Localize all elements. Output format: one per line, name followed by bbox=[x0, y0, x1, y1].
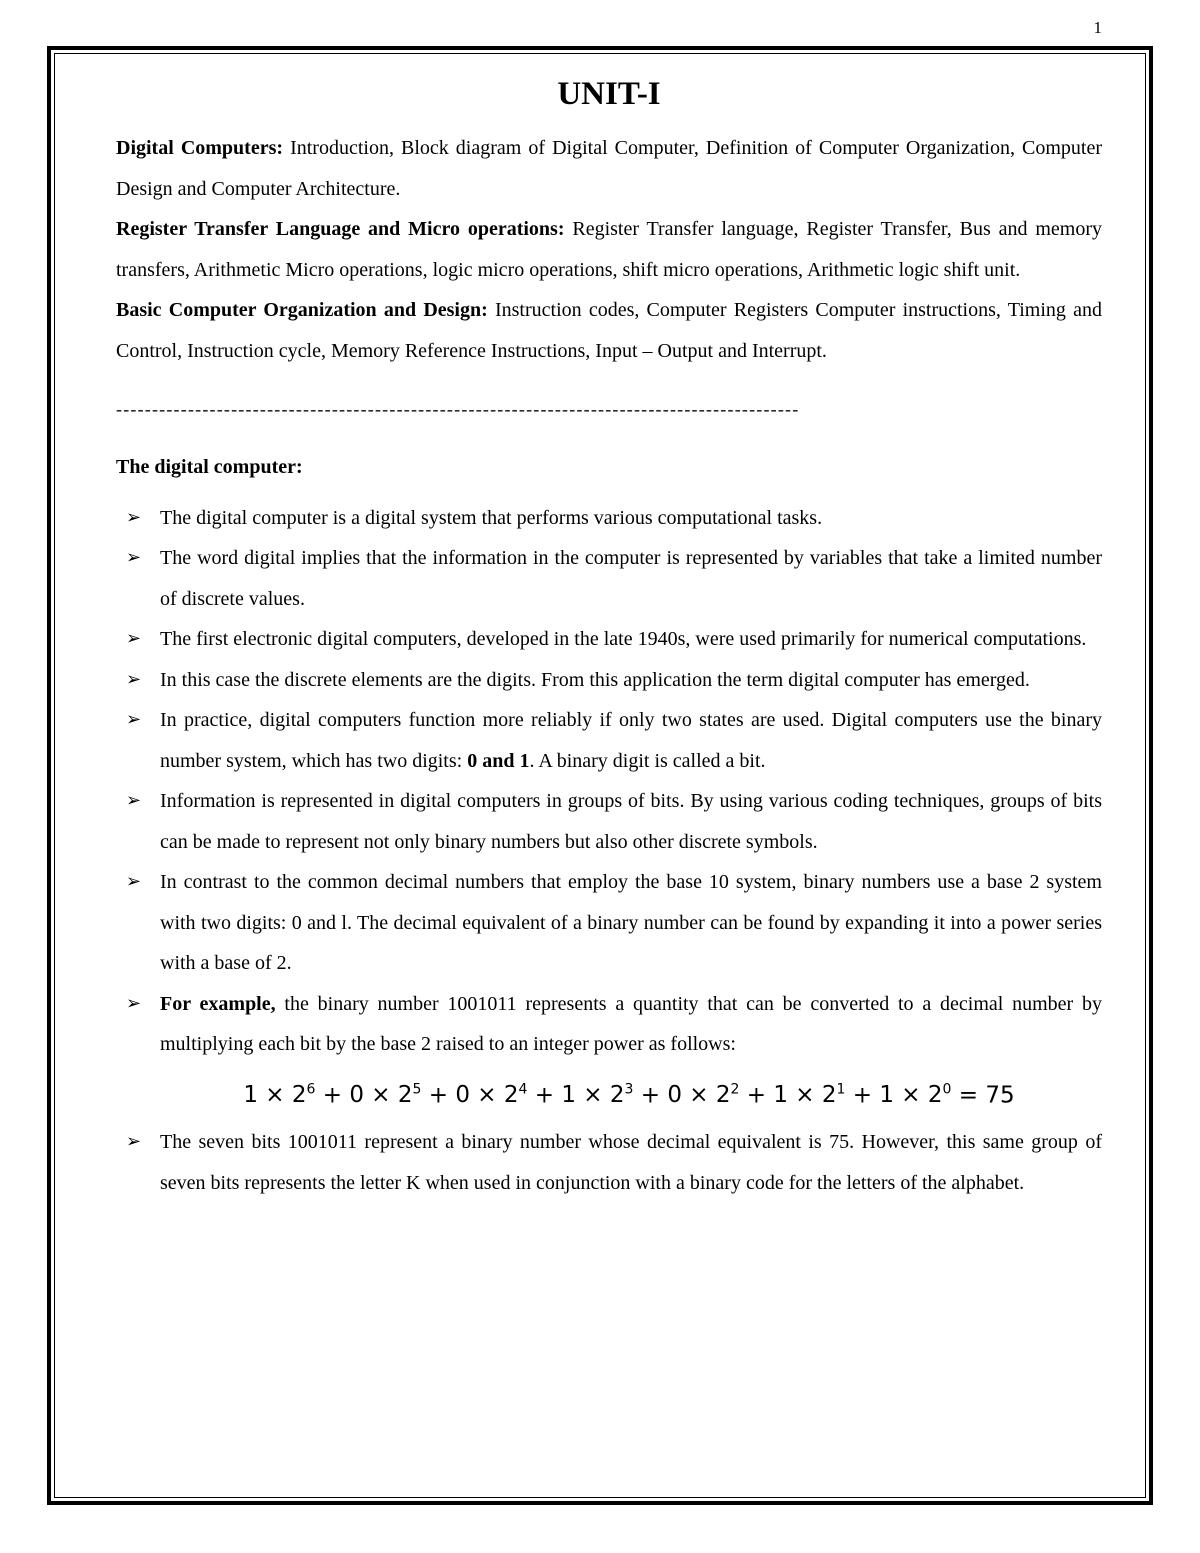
equation-exponent: 3 bbox=[624, 1081, 634, 1098]
list-item bbox=[116, 862, 1102, 984]
equation-plus: + bbox=[845, 1082, 880, 1109]
syllabus-heading: Digital Computers: bbox=[116, 137, 284, 159]
document-content bbox=[116, 72, 1102, 1203]
arrowhead-bullet-icon: ➢ bbox=[126, 1131, 142, 1153]
equation-term: $0 \times 2^5$ bbox=[349, 1081, 422, 1109]
arrowhead-bullet-icon: ➢ bbox=[126, 992, 142, 1014]
list-item-text: In practice, digital computers function more reliably if only two states are used. Digital computers use the binary number system, which has two digits: bbox=[160, 709, 1102, 772]
list-item bbox=[116, 700, 1102, 781]
syllabus-text: Instruction codes, Computer Registers Computer instructions, Timing and Control, Instruction cycle, Memory Reference Instructions, Input – Output and Interrupt. bbox=[116, 299, 1102, 362]
syllabus bbox=[116, 128, 1102, 371]
list-item-text: In this case the discrete elements are the digits. From this application the term digital computer has emerged. bbox=[160, 668, 1030, 691]
arrowhead-bullet-icon: ➢ bbox=[126, 547, 142, 568]
list-item-text: The first electronic digital computers, developed in the late 1940s, were used primarily for numerical computations. bbox=[160, 628, 1087, 650]
bullet-list bbox=[116, 498, 1102, 1065]
equation-exponent: 5 bbox=[412, 1081, 422, 1098]
list-item-text: . A binary digit is called a bit. bbox=[529, 749, 766, 772]
syllabus-heading: Basic Computer Organization and Design: bbox=[116, 299, 488, 321]
equation-term: $1 \times 2^1$ bbox=[773, 1081, 846, 1109]
equation-term: $0 \times 2^4$ bbox=[455, 1081, 528, 1109]
arrowhead-bullet-icon: ➢ bbox=[126, 628, 142, 649]
arrowhead-bullet-icon: ➢ bbox=[126, 506, 142, 528]
list-item bbox=[116, 538, 1102, 619]
equation-plus: + bbox=[315, 1082, 350, 1109]
equation-term: $1 \times 2^3$ bbox=[561, 1081, 634, 1109]
arrowhead-bullet-icon: ➢ bbox=[126, 790, 142, 811]
equation-exponent: 4 bbox=[518, 1081, 528, 1098]
equation-plus: + bbox=[633, 1082, 668, 1109]
equation-plus: + bbox=[527, 1082, 562, 1109]
unit-title: UNIT-I bbox=[557, 76, 661, 112]
list-item bbox=[116, 619, 1102, 660]
syllabus-heading: Register Transfer Language and Micro operations: bbox=[116, 218, 565, 240]
syllabus-text: Register Transfer language, Register Transfer, Bus and memory transfers, Arithmetic Micro operations, logic micro operations, shift micro operations, Arithmetic logic shift unit. bbox=[116, 218, 1102, 281]
list-item bbox=[116, 781, 1102, 862]
equation-term: $1 \times 2^0$ bbox=[879, 1081, 952, 1109]
equation-term: $0 \times 2^2$ bbox=[667, 1081, 740, 1109]
equation-plus: + bbox=[421, 1082, 456, 1109]
list-item bbox=[116, 498, 1102, 539]
list-item bbox=[116, 1122, 1102, 1203]
binary-expansion-equation bbox=[156, 1075, 1102, 1111]
dashed-divider: ----------------------------------------------------------------------------------------------- bbox=[116, 399, 800, 419]
list-item-text: the binary number 1001011 represents a quantity that can be converted to a decimal number by multiplying each bit by the base 2 raised to an integer power as follows: bbox=[160, 992, 1102, 1055]
equation-exponent: 6 bbox=[306, 1081, 316, 1098]
equation-equals: = bbox=[951, 1082, 986, 1109]
equation-result: 75 bbox=[985, 1082, 1015, 1109]
bullet-list-final bbox=[116, 1122, 1102, 1203]
equation-plus: + bbox=[739, 1082, 774, 1109]
list-item-text: Information is represented in digital computers in groups of bits. By using various coding techniques, groups of bits can be made to represent not only binary numbers but also other discrete symbols. bbox=[160, 790, 1102, 853]
arrowhead-bullet-icon: ➢ bbox=[126, 871, 142, 892]
list-item-text: The digital computer is a digital system that performs various computational tasks. bbox=[160, 506, 823, 529]
syllabus-digital-computers bbox=[116, 128, 1102, 209]
page-number: 1 bbox=[1093, 18, 1102, 37]
list-item bbox=[116, 660, 1102, 701]
syllabus-register-transfer bbox=[116, 209, 1102, 290]
list-item-text: The seven bits 1001011 represent a binary number whose decimal equivalent is 75. However, this same group of seven bits represents the letter K when used in conjunction with a binary code for the letters of the alphabet. bbox=[160, 1131, 1102, 1194]
syllabus-basic-computer bbox=[116, 290, 1102, 371]
arrowhead-bullet-icon: ➢ bbox=[126, 709, 142, 730]
equation-exponent: 2 bbox=[730, 1081, 740, 1098]
equation-exponent: 1 bbox=[836, 1081, 846, 1098]
list-item-bold-text: For example, bbox=[160, 992, 276, 1015]
syllabus-text: Introduction, Block diagram of Digital Computer, Definition of Computer Organization, Computer Design and Computer Architecture. bbox=[116, 137, 1102, 200]
section-heading: The digital computer: bbox=[116, 456, 303, 478]
list-item-bold-text: 0 and 1 bbox=[467, 749, 530, 772]
list-item bbox=[116, 984, 1102, 1065]
arrowhead-bullet-icon: ➢ bbox=[126, 668, 142, 690]
list-item-text: In contrast to the common decimal numbers that employ the base 10 system, binary numbers use a base 2 system with two digits: 0 and l. The decimal equivalent of a binary number can be found by expanding it into a power series with a base of 2. bbox=[160, 871, 1102, 974]
equation-exponent: 0 bbox=[942, 1081, 952, 1098]
list-item-text: The word digital implies that the information in the computer is represented by variables that take a limited number of discrete values. bbox=[160, 547, 1102, 610]
equation-term: $1 \times 2^6$ bbox=[243, 1081, 316, 1109]
